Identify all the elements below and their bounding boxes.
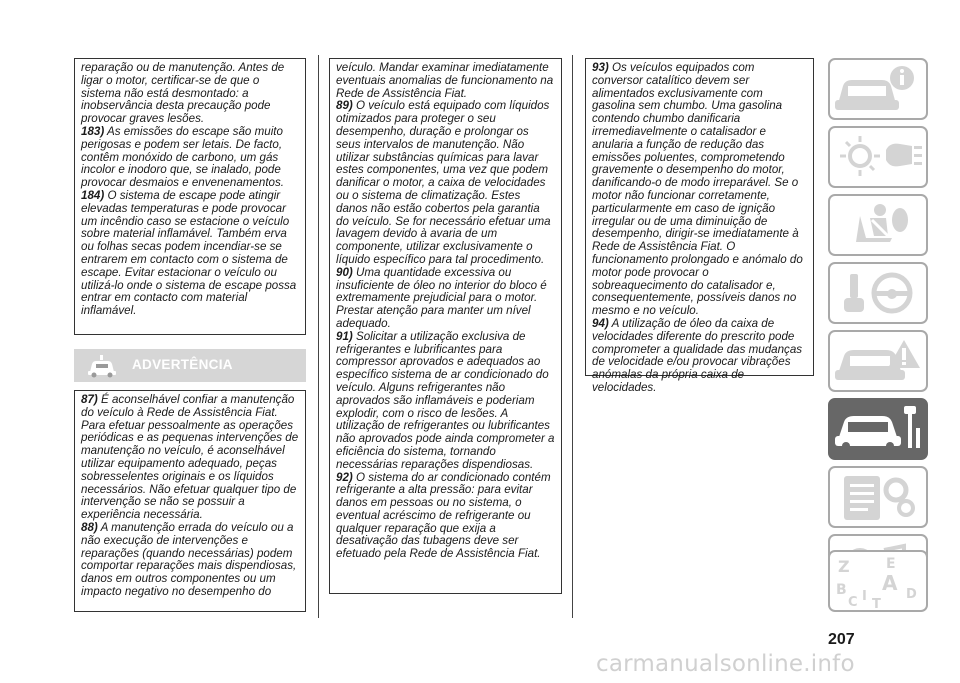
page-number: 207 bbox=[828, 631, 855, 648]
car-wrench-icon bbox=[830, 400, 926, 458]
note-number: 91) bbox=[336, 329, 353, 343]
paragraph bbox=[336, 267, 555, 331]
sidebar-tab-dashboard-lights[interactable] bbox=[828, 126, 928, 188]
sidebar-tab-index-letters-box[interactable] bbox=[828, 550, 928, 612]
index-letter: Z bbox=[838, 557, 850, 576]
note-number: 92) bbox=[336, 470, 353, 484]
paragraph: reparação ou de manutenção. Antes de ligar o motor, certificar-se de que o sistema não está desmontado: a inobservância desta precaução pode provocar graves lesões. bbox=[81, 61, 285, 126]
index-letters-icon bbox=[830, 552, 926, 610]
note-number: 88) bbox=[81, 520, 98, 534]
index-letter: A bbox=[882, 571, 898, 595]
dashboard-lights-icon bbox=[830, 128, 926, 186]
paragraph-text: O sistema de escape pode atingir elevadas temperaturas e pode provocar um incêndio caso se estacione o veículo sobre material inflamável. Também erva ou folhas secas podem incendiar-se se entrarem em contacto com o sistema de escape. Evitar estacionar o veículo ou utilizá-lo onde o sistema de escape possa entrar em contacto com material inflamável. bbox=[81, 188, 297, 318]
index-letter: D bbox=[906, 587, 917, 602]
paragraph bbox=[81, 522, 299, 599]
warning-car-icon bbox=[84, 354, 120, 378]
sidebar-tab-seat-airbag[interactable] bbox=[828, 194, 928, 256]
note-number: 94) bbox=[592, 316, 609, 330]
paragraph-text: As emissões do escape são muito perigosas e podem ser letais. De facto, contêm monóxido de carbono, um gás incolor e inodoro que, se inalado, pode provocar desmaios e envenenamentos. bbox=[81, 124, 285, 190]
paragraph-text: Uma quantidade excessiva ou insuficiente de óleo no interior do bloco é extremamente prejudicial para o motor. Prestar atenção para manter um nível adequado. bbox=[336, 265, 547, 330]
note-number: 90) bbox=[336, 265, 353, 279]
text-box-col1-bottom bbox=[74, 390, 306, 612]
paragraph bbox=[336, 472, 555, 562]
column-divider bbox=[572, 55, 573, 618]
warning-title: ADVERTÊNCIA bbox=[132, 357, 233, 372]
paragraph-text: O sistema do ar condicionado contém refrigerante a alta pressão: para evitar danos em pessoas ou no sistema, o eventual acréscimo de refrigerante ou qualquer reparação que exija a desativação das tubagens deve ser efetuado pela Rede de Assistência Fiat. bbox=[336, 470, 551, 561]
key-steering-icon bbox=[830, 264, 926, 322]
paragraph bbox=[81, 126, 299, 190]
paragraph-text: Solicitar a utilização exclusiva de refrigerantes e lubrificantes para compressor aprovados e adequados ao específico sistema de ar condicionado do veículo. Alguns refrigerantes não aprovados são inflamáveis e poderiam explodir, com o risco de lesões. A utilização de refrigerantes ou lubrificantes não aprovados pode ainda comprometer a eficiência do sistema, tornando necessárias reparações dispendiosas. bbox=[336, 329, 555, 471]
paragraph bbox=[592, 318, 807, 395]
sidebar-tab-specifications[interactable] bbox=[828, 466, 928, 528]
index-letter: E bbox=[886, 556, 896, 572]
warning-header bbox=[74, 349, 306, 382]
sidebar-tab-car-wrench[interactable] bbox=[828, 398, 928, 460]
note-number: 184) bbox=[81, 188, 105, 202]
index-letter: I bbox=[862, 589, 867, 604]
car-info-icon bbox=[830, 60, 926, 118]
paragraph-text: Os veículos equipados com conversor catalítico devem ser alimentados exclusivamente com gasolina sem chumbo. Uma gasolina contendo chumbo danificaria irremediavelmente o catalisador e anularia a função de redução das emissões poluentes, comprometendo gravemente o desempenho do motor, danificando-o de modo irreparável. Se o motor não funcionar corretamente, particularmente em caso de ignição irregular ou de uma diminuição de desempenho, dirigir-se imediatamente à Rede de Assistência Fiat. O funcionamento prolongado e anómalo do motor pode provocar o sobreaquecimento do catalisador e, consequentemente, possíveis danos no mesmo e no veículo. bbox=[592, 61, 803, 318]
paragraph-text: O veículo está equipado com líquidos otimizados para proteger o seu desempenho, duração e prolongar os seus intervalos de manutenção. Não utilizar substâncias químicas para lavar estes componentes, uma vez que podem danificar o motor, a caixa de velocidades ou o sistema de climatização. Estes danos não estão cobertos pela garantia do veículo. Se for necessário efetuar uma lavagem devido à avaria de um componente, utilizar exclusivamente o líquido específico para tal procedimento. bbox=[336, 99, 551, 266]
paragraph-text: A utilização de óleo da caixa de velocidades diferente do prescrito pode comprometer a qualidade das mudanças de velocidade e/ou provocar vibrações anómalas da própria caixa de velocidades. bbox=[592, 316, 803, 394]
text-box-col2 bbox=[329, 58, 562, 594]
index-letter: T bbox=[872, 597, 881, 612]
index-letter: B bbox=[836, 582, 847, 598]
note-number: 87) bbox=[81, 393, 98, 406]
note-number: 93) bbox=[592, 61, 609, 74]
paragraph-text: A manutenção errada do veículo ou a não execução de intervenções e reparações (quando necessárias) podem comportar reparações mais dispendiosas, danos em outros componentes ou um impacto negativo no desempenho do bbox=[81, 520, 297, 598]
car-warning-icon bbox=[830, 332, 926, 390]
note-number: 183) bbox=[81, 124, 105, 138]
paragraph bbox=[336, 331, 555, 472]
sidebar-tab-car-info[interactable] bbox=[828, 58, 928, 120]
seat-airbag-icon bbox=[830, 196, 926, 254]
paragraph bbox=[81, 190, 299, 318]
paragraph: veículo. Mandar examinar imediatamente eventuais anomalias de funcionamento na Rede de Assistência Fiat. bbox=[336, 61, 554, 100]
index-letter: C bbox=[848, 595, 858, 610]
text-box-col3 bbox=[585, 58, 814, 394]
sidebar-tab-key-steering[interactable] bbox=[828, 262, 928, 324]
paragraph bbox=[81, 394, 299, 522]
paragraph bbox=[336, 100, 555, 266]
column-divider bbox=[318, 55, 319, 618]
footer-watermark: carmanualsonline.info bbox=[596, 651, 855, 677]
text-box-col1-top bbox=[74, 58, 306, 335]
specifications-gears-icon bbox=[830, 468, 926, 526]
sidebar-tab-car-warning[interactable] bbox=[828, 330, 928, 392]
paragraph bbox=[592, 62, 807, 318]
paragraph-text: É aconselhável confiar a manutenção do veículo à Rede de Assistência Fiat. Para efetuar pessoalmente as operações periódicas e as pequenas intervenções de manutenção no veículo, é aconselhável utilizar equipamento adequado, peças sobresselentes originais e os líquidos necessários. Não efetuar qualquer tipo de intervenção se não se possuir a experiência necessária. bbox=[81, 393, 299, 522]
note-number: 89) bbox=[336, 99, 353, 113]
